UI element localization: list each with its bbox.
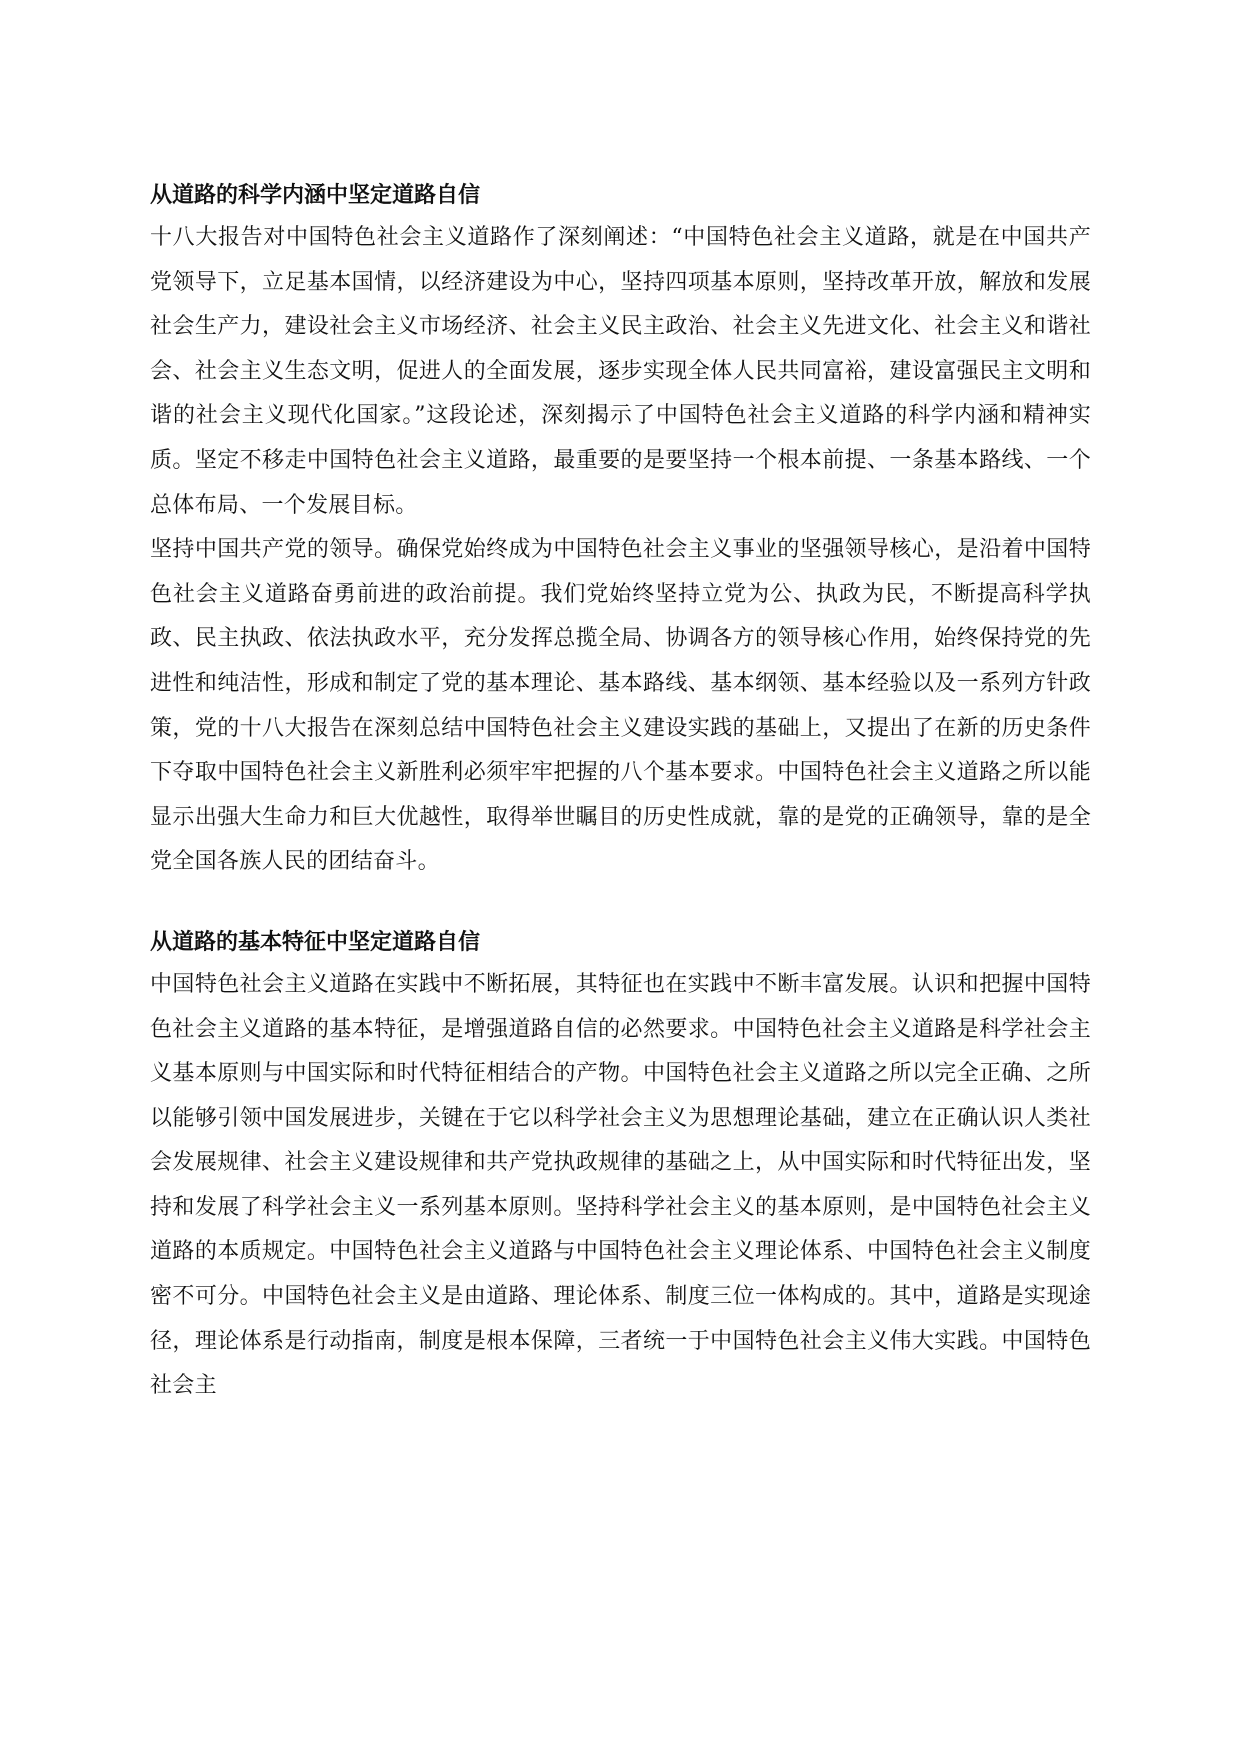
document-page bbox=[150, 176, 1091, 1409]
section-heading: 从道路的科学内涵中坚定道路自信 bbox=[150, 183, 481, 208]
paragraph: 坚持中国共产党的领导。确保党始终成为中国特色社会主义事业的坚强领导核心，是沿着中国特色社会主义道路奋勇前进的政治前提。我们党始终坚持立党为公、执政为民，不断提高科学执政、民主执政、依法执政水平，充分发挥总揽全局、协调各方的领导核心作用，始终保持党的先进性和纯洁性，形成和制定了党的基本理论、基本路线、基本纲领、基本经验以及一系列方针政策，党的十八大报告在深刻总结中国特色社会主义建设实践的基础上，又提出了在新的历史条件下夺取中国特色社会主义新胜利必须牢牢把握的八个基本要求。中国特色社会主义道路之所以能显示出强大生命力和巨大优越性，取得举世瞩目的历史性成就，靠的是党的正确领导，靠的是全党全国各族人民的团结奋斗。 bbox=[150, 537, 1091, 875]
paragraph: 十八大报告对中国特色社会主义道路作了深刻阐述：“中国特色社会主义道路，就是在中国共产党领导下，立足基本国情，以经济建设为中心，坚持四项基本原则，坚持改革开放，解放和发展社会生产力，建设社会主义市场经济、社会主义民主政治、社会主义先进文化、社会主义和谐社会、社会主义生态文明，促进人的全面发展，逐步实现全体人民共同富裕，建设富强民主文明和谐的社会主义现代化国家。”这段论述，深刻揭示了中国特色社会主义道路的科学内涵和精神实质。坚定不移走中国特色社会主义道路，最重要的是要坚持一个根本前提、一条基本路线、一个总体布局、一个发展目标。 bbox=[150, 225, 1091, 518]
paragraph: 中国特色社会主义道路在实践中不断拓展，其特征也在实践中不断丰富发展。认识和把握中国特色社会主义道路的基本特征，是增强道路自信的必然要求。中国特色社会主义道路是科学社会主义基本原则与中国实际和时代特征相结合的产物。中国特色社会主义道路之所以完全正确、之所以能够引领中国发展进步，关键在于它以科学社会主义为思想理论基础，建立在正确认识人类社会发展规律、社会主义建设规律和共产党执政规律的基础之上，从中国实际和时代特征出发，坚持和发展了科学社会主义一系列基本原则。坚持科学社会主义的基本原则，是中国特色社会主义道路的本质规定。中国特色社会主义道路与中国特色社会主义理论体系、中国特色社会主义制度密不可分。中国特色社会主义是由道路、理论体系、制度三位一体构成的。其中，道路是实现途径，理论体系是行动指南，制度是根本保障，三者统一于中国特色社会主义伟大实践。中国特色社会主 bbox=[150, 971, 1091, 1399]
section-spacer bbox=[150, 885, 1091, 923]
section-heading: 从道路的基本特征中坚定道路自信 bbox=[150, 929, 481, 955]
